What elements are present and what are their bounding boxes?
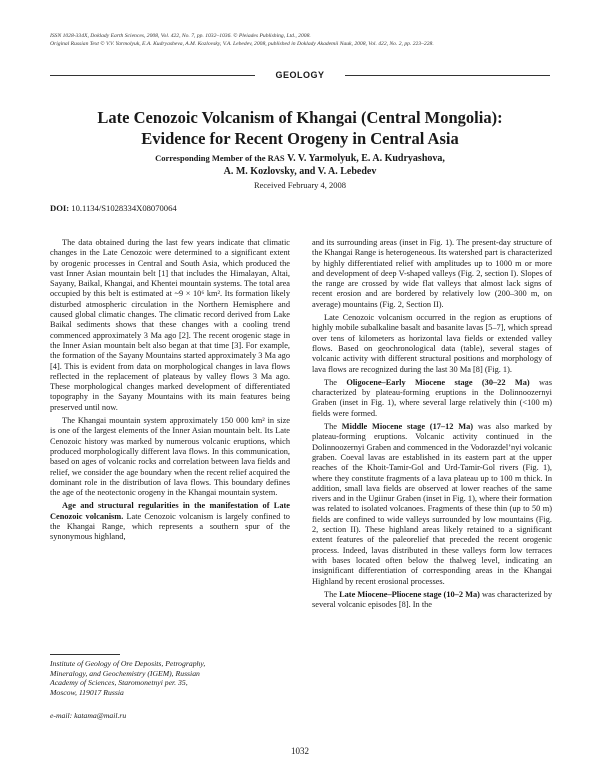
affiliation-line-4: Moscow, 119017 Russia [50, 687, 124, 697]
p4-pre: The [324, 422, 342, 432]
author-prefix: Corresponding Member of the RAS [155, 153, 285, 163]
received-date: Received February 4, 2008 [253, 180, 347, 190]
affiliation-footnote [50, 659, 290, 697]
affiliation-line-3: Academy of Sciences, Staromonetnyi per. 35, [50, 678, 188, 688]
right-paragraph-1: and its surrounding areas (inset in Fig. 1). The present-day structure of the Khangai Range is heterogeneous. Its watershed part is characterized by highly differentiated relief with amplitudes up to 1000 m or more and development of deep V-shaped valleys (Fig. 2, section I). Slopes of the range are crossed by wide flat valleys that almost lack signs of recent erosion and are bordered by relatively low (200–300 m, on average) mountains (Fig. 2, Section II). [312, 238, 552, 309]
p5-text: was characterized by several volcanic episodes [8]. In the [312, 589, 552, 610]
author-block [50, 152, 550, 178]
citation-line-1: ISSN 1028-334X, Doklady Earth Sciences, 2008, Vol. 422, No. 7, pp. 1032–1036. © Pleiades Publishing, Ltd., 2008. [50, 33, 311, 39]
left-paragraph-3 [50, 501, 290, 542]
right-paragraph-4 [312, 422, 552, 587]
right-column [312, 238, 552, 613]
left-paragraph-1: The data obtained during the last few years indicate that climatic changes in the Late Cenozoic were determined to a significant extent by orogenic processes in Central and South Asia, which produced the vast Inner Asian mountain belt [1] that includes the Himalayan, Altai, Sayany, Baikal, Khangai, and Khentei mountain systems. The total area occupied by this belt is estimated at ~9 × 10⁶ km². Its formation likely disturbed atmospheric circulation in the Northern Hemisphere and caused global climatic changes. The climatic record derived from Lake Baikal sediments shows that these changes with a cooling trend commenced approximately 3 Ma ago [2]. The recent orogenic stage in the Inner Asian mountain belt also began at that time [3]. For example, the formation of the Sayany Mountains started approximately 3 Ma ago [4]. This is evident from data on morphological changes in lava flows reflected in the replacement of plateaus by valley flows 3 Ma ago. These morphological changes marked development of differentiated topography in the Sayany Mountains with its main features being preserved until now. [50, 238, 290, 412]
affiliation-line-1: Institute of Geology of Ore Deposits, Petrography, [50, 659, 206, 668]
author-names-line-2: A. M. Kozlovsky, and V. A. Lebedev [223, 166, 377, 177]
stage-heading-late-miocene: Late Miocene–Pliocene stage (10–2 Ma) [339, 589, 480, 599]
left-paragraph-2: The Khangai mountain system approximately 150 000 km² in size is one of the largest elements of the Inner Asian mountain belt. Its Late Cenozoic history was marked by numerous volcanic eruptions, which produced morphologically different lava flows. In this communication, based on ages of volcanic rocks and correlation between lava fields and relief, we consider the age boundary when the recent relief acquired the dominant role in the distribution of lava flows. This boundary defines the age of the neotectonic orogeny in the Khangai mountain system. [50, 416, 290, 498]
doi-label: DOI: [50, 203, 70, 213]
right-paragraph-2: Late Cenozoic volcanism occurred in the region as eruptions of highly mobile subalkaline basalt and basanite lavas [5–7], which spread over tens of kilometers as horizontal lava fields or extended valley flows. Based on geochronological data (table), several stages of volcanic activity with different structural positions and morphology of lava flows are recognized during the last 30 Ma [8] (Fig. 1). [312, 313, 552, 374]
title-line-1: Late Cenozoic Volcanism of Khangai (Central Mongolia): [97, 108, 503, 127]
right-paragraph-5 [312, 590, 552, 611]
footnote-divider [50, 654, 120, 655]
p5-pre: The [324, 589, 340, 599]
article-title [50, 107, 550, 149]
p4-text: was also marked by plateau-forming eruptions. Volcanic activity continued in the Dolinnoozernyi Graben and commenced in the Vodorazdel’nyi volcanic graben. Coeval lavas are established in its eastern part at the upper reaches of the Khoit-Tamir-Gol and Urd-Tamir-Gol rivers (Fig. 1), where they constitute fragments of a lava plateau up to 100 m thick. In addition, small lava fields are observed at lower reaches of the same rivers and in the Ugiinur Graben (inset in Fig. 1), where their formation was related to isolated volcanoes. Fragments of these thin (up to 50 m) fields are confined to wide valleys surrounded by low mountains (Fig. 2, section II). These highland areas likely retained to a significant extent features of the paleorelief that preceded the recent orogenic process. Indeed, lavas distributed in these valleys form low terraces with bases located often below the thalweg level, indicating an insignificant differentiation of corresponding areas in the Khangai Highland by recent erosional processes. [312, 422, 553, 586]
right-paragraph-3 [312, 378, 552, 419]
subsection-heading-age: Age and structural regularities in the manifestation of Late Cenozoic volcanism. [50, 501, 290, 521]
citation-line-2: Original Russian Text © V.V. Yarmolyuk, E.A. Kudryasheva, A.M. Kozlovsky, V.A. Lebedev, 2008, published in Doklady Akademii Nauk, 2008, Vol. 422, No. 2, pp. 223–228. [50, 41, 434, 47]
stage-heading-middle-miocene: Middle Miocene stage (17–12 Ma) [341, 422, 474, 432]
left-column [50, 238, 290, 546]
doi-link[interactable]: 10.1134/S1028334X08070064 [71, 203, 177, 213]
p3-pre: The [324, 377, 347, 387]
doi-line [50, 203, 450, 213]
left-paragraph-3-text: Late Cenozoic volcanism is largely confined to the Khangai Range, which represents a southern spur of the synonymous highland, [50, 511, 290, 542]
journal-citation-header [50, 32, 550, 48]
page-number: 1032 [291, 746, 309, 756]
stage-heading-oligocene: Oligocene–Early Miocene stage (30–22 Ma) [346, 377, 530, 387]
author-names-line-1: V. V. Yarmolyuk, E. A. Kudryashova, [287, 153, 445, 164]
title-line-2: Evidence for Recent Orogeny in Central Asia [141, 129, 459, 148]
p3-text: was characterized by plateau-forming eruptions in the Dolinnoozernyi Graben (inset in Fig. 1), where several large relatively thin (<100 m) fields were formed. [312, 377, 553, 418]
section-label: GEOLOGY [50, 70, 550, 80]
affiliation-line-2: Mineralogy, and Geochemistry (IGEM), Russian [50, 668, 200, 678]
email-address[interactable]: e-mail: katama@mail.ru [50, 711, 127, 720]
